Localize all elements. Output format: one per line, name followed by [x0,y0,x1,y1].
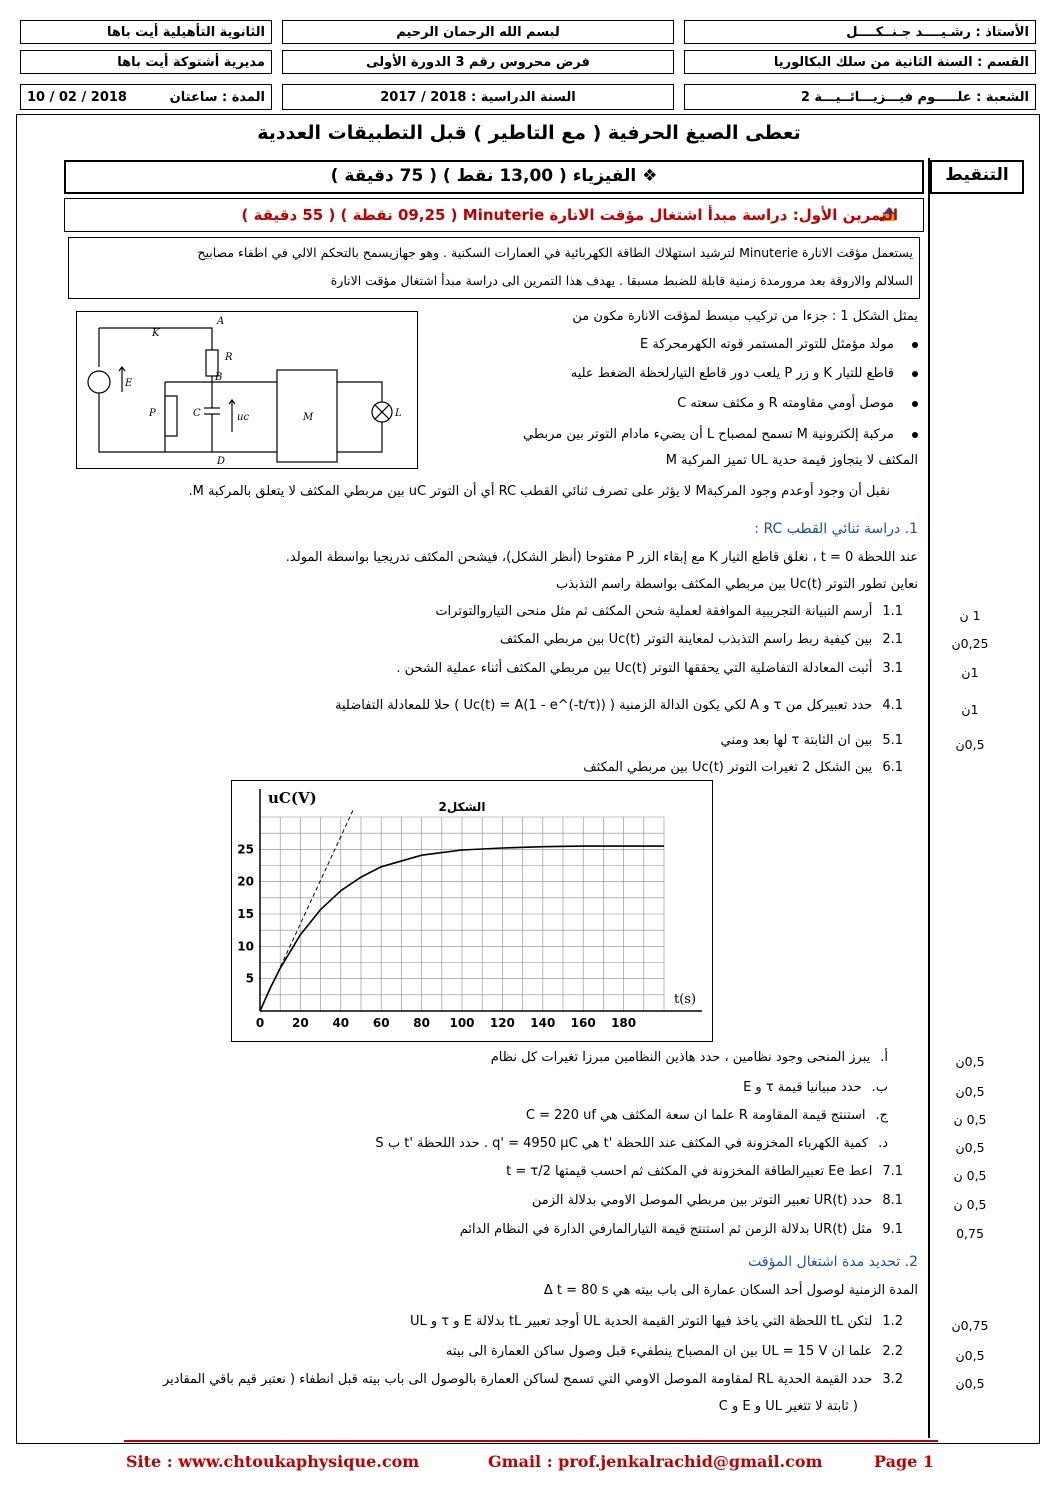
question-number: 4.1 [882,698,903,713]
question-text: أثبت المعادلة التفاضلية التي يحققها التوتر Uc(t) بين مربطي المكثف أثناء عملية الشحن . [396,661,873,676]
question-row [460,1222,903,1237]
question-mark: 0,5ن [955,737,985,752]
circuit-item-2: قاطع للتيار K و زر P يلعب دور قاطع التيارلحظة الضغط عليه [571,366,918,381]
question-row [163,1372,903,1387]
part1-intro2: نعاين تطور التوتر Uc(t) بين مربطي المكثف بواسطة راسم التذبذب [556,577,918,592]
svg-text:E: E [125,378,133,389]
stream: الشعبة : علـــــوم فيـــزيـــائــيـــة 2 [684,84,1036,110]
footer-page: Page 1 [874,1452,935,1471]
x-tick-label: 160 [570,1016,596,1030]
question-row [506,1164,903,1179]
y-tick-label: 10 [237,939,254,954]
intro-line2: السلالم والاروقة بعد مرورمدة زمنية قابلة للضبط مسبقا . يهدف هذا التمرين الى دراسة مبدأ اشتغال مؤقت الانارة [330,273,913,288]
question-text: يبن الشكل 2 تغيرات التوتر Uc(t) بين مربطي المكثف [583,760,873,775]
svg-text:P: P [149,408,156,419]
question-row [720,733,903,748]
y-axis-label: uC(V) [268,789,317,807]
part1-title: 1. دراسة ثنائي القطب RC : [754,521,918,537]
question-row [491,1050,888,1065]
question-text: حدد مبيانيا قيمة τ و E [743,1080,862,1095]
question-row [375,1136,888,1151]
x-tick-label: 40 [332,1016,350,1030]
bullet-icon [912,371,918,377]
marks-header: التنقيط [945,165,1009,185]
question-number: 1.1 [882,604,903,619]
question-row [532,1193,903,1208]
circuit-label-k: K [152,328,160,339]
chart-figure [231,780,713,1042]
question-number: أ. [880,1050,888,1065]
question-text: استنتج قيمة المقاومة R علما ان سعة المكثف هي C = 220 uf [525,1108,866,1123]
circuit-continuation: المكثف لا يتجاوز قيمة حدية UL تميز المركبة M [665,453,918,468]
svg-text:A: A [217,316,225,327]
question-mark: 1 ن [959,608,981,623]
x-tick-label: 120 [489,1016,515,1030]
exam-duration: المدة : ساعتان [169,89,265,105]
circuit-item-1: مولد مؤمثل للتوتر المستمر قوته الكهرمحركة E [640,337,918,352]
question-row [335,698,903,713]
exercise1-title: التمرين الأول: دراسة مبدأ اشتغال مؤقت الانارة Minuterie ( 09,25 نقطة ) ( 55 دقيقة ) [241,206,898,224]
question-mark: 1ن [961,702,979,717]
question-row [500,632,903,647]
question-number: ج. [875,1108,888,1123]
question-text: بين كيفية ربط راسم التذبذب لمعاينة التوتر Uc(t) بين مربطي المكثف [499,632,873,647]
circuit-item-3: موصل أومي مقاومته R و مكثف سعته C [677,396,918,411]
basmala: لبسم الله الرحمان الرحيم [282,20,674,44]
bullet-icon [912,401,918,407]
teacher-name: الأستاذ : رشـيــــد جـنــكــــل [684,20,1036,44]
chart-title: الشكل2 [438,800,486,814]
exam-date: 10 / 02 / 2018 [27,89,127,105]
question-number: 7.1 [882,1164,903,1179]
question-mark: 0,5 ن [953,1112,987,1127]
question-number: 1.2 [882,1314,903,1329]
question-mark: 0,5 ن [953,1168,987,1183]
svg-text:M: M [303,412,314,423]
x-tick-label: 100 [449,1016,475,1030]
instruction: تعطى الصيغ الحرفية ( مع التاطير ) قبل التطبيقات العددية [257,122,801,144]
y-tick-label: 20 [237,874,254,889]
question-row [743,1080,888,1095]
circuit-item-4: مركبة إلكترونية M تسمح لمصباح L أن يضيء مادام التوتر بين مربطي [523,427,918,442]
question-mark: 0,75ن [951,1318,989,1333]
q32-continuation: C و E و UL ثابتة لا تتغير ) [718,1399,858,1414]
assumption: نقبل أن وجود أوعدم وجود المركبةM لا يؤثر على تصرف ثنائي القطب RC أي أن التوتر uC بين مربطي المكثف لا يتعلق بالمركبة M. [188,484,890,499]
svg-text:B: B [215,372,223,383]
question-text: يبرز المنحى وجود نظامين ، حدد هاذين النظامين مبرزا تغيرات كل نظام [490,1050,871,1065]
circuit-intro: يمثل الشكل 1 : جزءا من تركيب مبسط لمؤقت الانارة مكون من [572,309,918,324]
question-text: مثل UR(t) بدلالة الزمن ثم استنتج قيمة التيارالمارفي الدارة في النظام الدائم [459,1222,873,1237]
question-text: اعط Ee تعبيرالطاقة المخزونة في المكثف ثم احسب قيمتها t = τ/2 [506,1164,873,1179]
x-tick-label: 180 [611,1016,637,1030]
svg-text:L: L [395,408,402,419]
question-row [410,1314,903,1329]
bullet-icon [912,342,918,348]
exam-title: فرض محروس رقم 3 الدورة الأولى [282,50,674,74]
question-mark: 0,5ن [955,1376,985,1391]
circuit-figure [76,311,418,469]
question-text: علما ان UL = 15 V بين ان المصباح ينطفيء قبل وصول ساكن العمارة الى بيته [445,1344,873,1359]
svg-text:C: C [193,408,201,419]
svg-text:uc: uc [237,412,250,423]
question-mark: 0,5ن [955,1054,985,1069]
bullet-icon [912,432,918,438]
y-tick-label: 15 [237,907,254,921]
question-row [583,760,903,775]
question-row [396,661,903,676]
x-tick-label: 20 [292,1016,309,1030]
school-year: السنة الدراسية : 2018 / 2017 [282,84,674,110]
footer-line [124,1440,938,1442]
x-axis-label: t(s) [674,992,697,1007]
question-number: ب. [871,1080,888,1095]
question-number: 6.1 [882,760,903,775]
question-mark: 0,25ن [951,636,989,651]
y-tick-label: 25 [237,842,254,857]
x-tick-label: 0 [255,1016,265,1030]
x-tick-label: 60 [372,1016,390,1030]
question-text: لتكن tL اللحظة التي ياخذ فيها التوتر القيمة الحدية UL أوجد تعبير tL بدلالة E و τ و UL [409,1314,873,1329]
school-name: الثانوية التأهيلية أيت باها [20,20,272,44]
question-text: بين ان الثابتة τ لها بعد ومني [720,733,873,748]
y-tick-label: 5 [245,971,254,986]
question-text: حدد تعبيركل من τ و A لكي يكون الدالة الزمنية ( Uc(t) = A(1 - e^(-t/τ)) ) حلا للمعادلة التفاضلية [335,698,873,713]
part2-intro: المدة الزمنية لوصول أحد السكان عمارة الى باب بيته هي Δ t = 80 s [543,1283,918,1298]
svg-text:D: D [217,456,226,467]
directorate: مديرية أشتوكة أيت باها [20,50,272,74]
question-row [435,604,903,619]
question-number: 2.2 [882,1344,903,1359]
question-number: 9.1 [882,1222,903,1237]
question-mark: 0,75 [956,1226,984,1241]
question-mark: 0,5ن [955,1084,985,1099]
class-level: القسم : السنة الثانية من سلك البكالوريا [684,50,1036,74]
svg-text:R: R [225,352,233,363]
footer-site: Site : www.chtoukaphysique.com [126,1452,420,1471]
question-number: 3.2 [882,1372,903,1387]
question-mark: 0,5 ن [953,1197,987,1212]
x-tick-label: 140 [530,1016,556,1030]
question-text: حدد UR(t) تعبير التوتر بين مربطي الموصل الاومي بدلالة الزمن [531,1193,873,1208]
question-mark: 1ن [961,665,979,680]
intro-line1: يستعمل مؤقت الانارة Minuterie لترشيد استهلاك الطاقة الكهربائية في العمارات السكنية . وهو جهازيسمح بالتحكم الالي في اطفاء مصابيح [197,245,913,260]
footer-gmail: Gmail : prof.jenkalrachid@gmail.com [488,1452,823,1471]
marks-divider [928,158,930,1438]
question-number: د. [878,1136,888,1151]
question-row [526,1108,888,1123]
question-number: 2.1 [882,632,903,647]
question-mark: 0,5ن [955,1348,985,1363]
question-number: 5.1 [882,733,903,748]
question-text: أرسم التبيانة التجريبية الموافقة لعملية شحن المكثف ثم مثل منحى التياروالتوترات [435,604,873,619]
question-text: حدد القيمة الحدية RL لمقاومة الموصل الاومي التي تسمح لساكن العمارة بالوصول الى باب بيته قبل انطفاء ( نعتبر قيم باقي المقادير [162,1372,873,1387]
x-tick-label: 80 [413,1016,430,1030]
duration-date [20,84,272,110]
question-number: 3.1 [882,661,903,676]
question-mark: 0,5ن [955,1140,985,1155]
physics-title: ❖ الفيزياء ( 13,00 نقط ) ( 75 دقيقة ) [330,166,658,186]
question-number: 8.1 [882,1193,903,1208]
question-row [446,1344,903,1359]
part1-intro1: عند اللحظة t = 0 ، نغلق قاطع التيار K مع إبقاء الزر P مفتوحا (أنظر الشكل)، فيشحن المكثف تدريجيا بواسطة المولد. [285,550,918,565]
part2-title: 2. تحديد مدة اشتغال المؤقت [748,1254,918,1270]
question-text: كمية الكهرباء المخزونة في المكثف عند اللحظة 't هي q' = 4950 μC . حدد اللحظة 't ب S [375,1136,869,1151]
